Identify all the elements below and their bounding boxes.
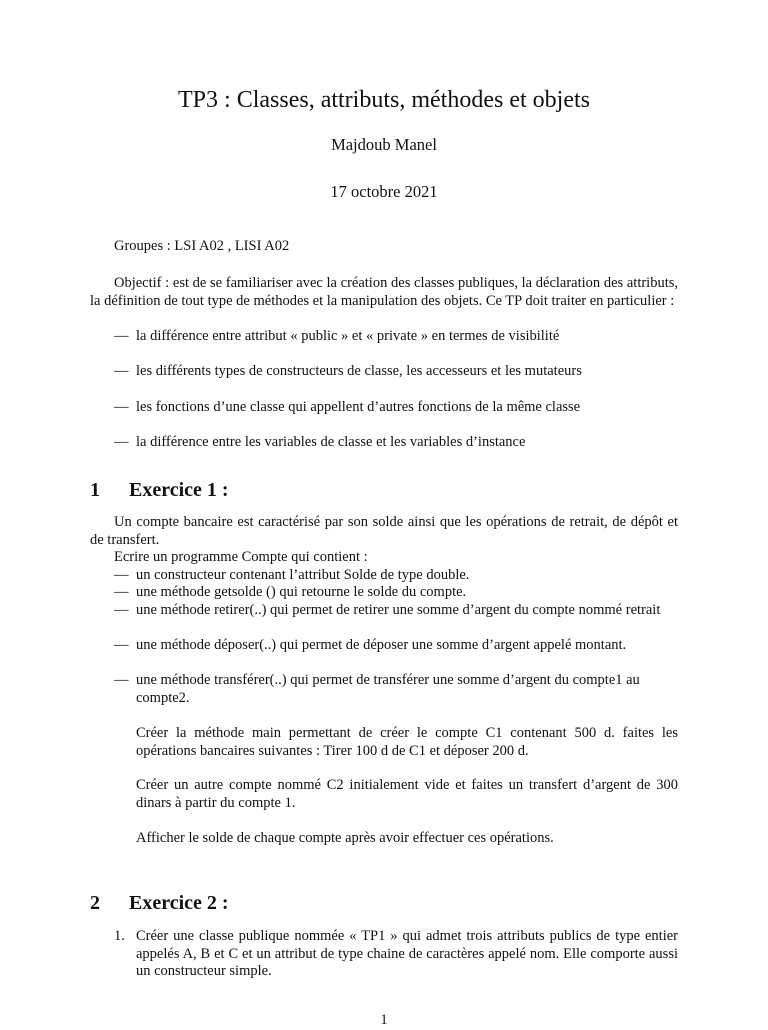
exercise1-task-display: Afficher le solde de chaque compte après avoir effectuer ces opérations. [136, 830, 554, 846]
exercise1-paragraph: Un compte bancaire est caractérisé par son solde ainsi que les opérations de retrait, de dépôt et de transfert. [90, 514, 678, 548]
bullet-dash: — [114, 567, 129, 583]
list-item-text: la différence entre les variables de classe et les variables d’instance [136, 434, 526, 450]
section-title: Exercice 2 : [129, 892, 229, 914]
list-item [114, 584, 678, 602]
list-item [114, 399, 678, 417]
list-item-text: une méthode retirer(..) qui permet de retirer une somme d’argent du compte nommé retrait [136, 602, 661, 618]
author: Majdoub Manel [331, 135, 437, 154]
list-item [114, 637, 678, 655]
list-item [114, 363, 678, 381]
list-item-text: une méthode transférer(..) qui permet de transférer une somme d’argent du compte1 au compte2. [136, 672, 640, 706]
list-item [114, 567, 678, 585]
list-item [114, 434, 678, 452]
exercise1-task-main: Créer la méthode main permettant de créer le compte C1 contenant 500 d. faites les opérations bancaires suivantes : Tirer 100 d de C1 et déposer 200 d. [136, 725, 678, 759]
list-item [114, 928, 678, 981]
exercise1-task-transfer: Créer un autre compte nommé C2 initialement vide et faites un transfert d’argent de 300 dinars à partir du compte 1. [136, 777, 678, 811]
list-item [114, 672, 678, 707]
bullet-dash: — [114, 363, 129, 379]
list-item-text: un constructeur contenant l’attribut Solde de type double. [136, 567, 470, 583]
groups-line: Groupes : LSI A02 , LISI A02 [114, 238, 290, 254]
section-number: 2 [90, 892, 100, 914]
section-heading [90, 891, 229, 915]
bullet-dash: — [114, 637, 129, 653]
bullet-dash: — [114, 584, 129, 600]
bullet-dash: — [114, 602, 129, 618]
list-item [114, 328, 678, 346]
list-item-text: les fonctions d’une classe qui appellent d’autres fonctions de la même classe [136, 399, 581, 415]
section-title: Exercice 1 : [129, 479, 229, 501]
list-item-text: Créer une classe publique nommée « TP1 » qui admet trois attributs publics de type entier appelés A, B et C et un attribut de type chaine de caractères appelé nom. Elle comporte aussi un constructeur simple. [136, 928, 678, 980]
list-item [114, 602, 678, 620]
bullet-dash: — [114, 434, 129, 450]
list-item-text: une méthode déposer(..) qui permet de déposer une somme d’argent appelé montant. [136, 637, 627, 653]
section-number: 1 [90, 479, 100, 501]
list-item-text: les différents types de constructeurs de classe, les accesseurs et les mutateurs [136, 363, 582, 379]
exercise1-instruction: Ecrire un programme Compte qui contient : [114, 549, 368, 565]
date: 17 octobre 2021 [330, 182, 438, 201]
objective-paragraph: Objectif : est de se familiariser avec la création des classes publiques, la déclaration des attributs, la définition de tout type de méthodes et la manipulation des objets. Ce TP doit traiter en particulier : [90, 275, 678, 309]
section-heading [90, 478, 229, 502]
bullet-dash: — [114, 328, 129, 344]
item-number: 1. [114, 928, 125, 944]
bullet-dash: — [114, 399, 129, 415]
bullet-dash: — [114, 672, 129, 688]
document-title: TP3 : Classes, attributs, méthodes et objets [178, 87, 590, 113]
list-item-text: la différence entre attribut « public » et « private » en termes de visibilité [136, 328, 560, 344]
list-item-text: une méthode getsolde () qui retourne le solde du compte. [136, 584, 467, 600]
page-number: 1 [380, 1012, 388, 1028]
